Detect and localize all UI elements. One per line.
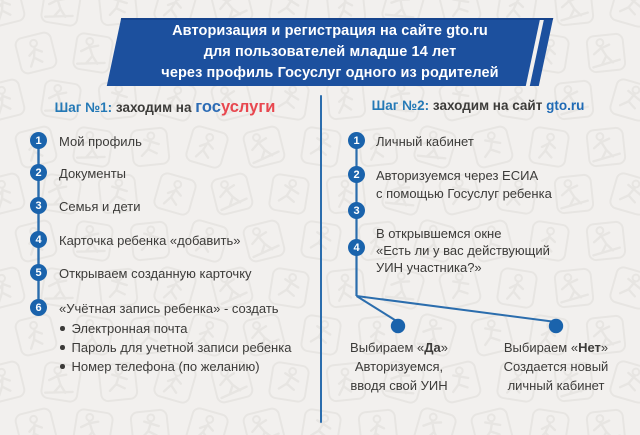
sport-pictogram-icon [150,169,199,218]
sport-pictogram-icon [526,124,572,170]
left-step-label-5: Открываем созданную карточку [59,266,252,281]
left-step-label-1: Мой профиль [59,134,142,149]
branch-no-title [481,338,631,357]
banner-line-3: через профиль Госуслуг одного из родителей [161,64,499,81]
right-step-circle-3: 3 [348,202,365,219]
branch-yes-label [324,338,474,395]
bullet-label: Пароль для учетной записи ребенка [71,340,292,355]
left-step-label-3: Семья и дети [59,199,141,214]
left-step-circle-3: 3 [30,197,47,214]
step1-label: Шаг №1: [54,100,113,115]
branch-no-line-1: Создается новый [503,359,609,374]
sport-pictogram-icon [38,0,84,29]
bullet-label: Электронная почта [71,321,188,336]
step2-middle: заходим на сайт [429,98,547,113]
sport-pictogram-icon [606,263,640,312]
sport-pictogram-icon [182,404,231,435]
list-item [60,319,291,338]
sport-pictogram-icon [552,172,596,216]
right-step-4-line-2: «Есть ли у вас действующий [376,243,550,258]
right-step-label-1: Личный кабинет [376,134,474,149]
right-step-4-line-3: УИН участника?» [376,260,482,275]
bullet-label: Номер телефона (по желанию) [71,359,260,374]
left-step-circle-1: 1 [30,132,47,149]
sport-pictogram-icon [240,123,288,171]
sport-pictogram-icon [12,311,60,359]
branch-no-line-2: личный кабинет [507,378,605,393]
sport-pictogram-icon [70,406,116,435]
sport-pictogram-icon [182,122,231,171]
right-step-circle-4: 4 [348,239,365,256]
column-divider-line [320,95,322,423]
right-step-label-4 [376,225,550,276]
gosuslugi-logo-red: услуги [220,98,276,116]
right-step-label-2 [376,167,552,202]
sport-pictogram-icon [240,217,288,265]
bullet-dot [60,345,65,350]
sport-pictogram-icon [128,407,172,435]
sport-pictogram-icon [606,169,640,218]
step1-header [15,98,315,117]
banner-line-1: Авторизация и регистрация на сайте gto.ru [172,22,488,39]
branch-yes-line-1: Авторизуемся, [354,359,444,374]
sport-pictogram-icon [240,405,288,435]
sport-pictogram-icon [70,30,116,76]
sport-pictogram-icon [12,29,60,77]
sport-pictogram-icon [468,405,516,435]
branch-no-label [481,338,631,395]
sport-pictogram-icon [584,31,628,75]
sport-pictogram-icon [0,0,28,30]
left-step-circle-6: 6 [30,299,47,316]
right-step-4-line-1: В открывшемся окне [376,226,502,241]
step1-middle: заходим на [112,100,196,115]
branch-no-prefix: Выбираем « [503,340,579,355]
branch-yes-line-2: вводя свой УИН [350,378,448,393]
sport-pictogram-icon [584,125,628,169]
left-step-label-2: Документы [59,166,127,181]
left-step-circle-4: 4 [30,231,47,248]
sport-pictogram-icon [584,219,628,263]
sport-pictogram-icon [324,266,368,310]
branch-yes-choice: Да [424,340,441,355]
bullet-dot [60,364,65,369]
right-step-2-line-1: Авторизуемся через ЕСИА [376,168,539,183]
list-item [60,357,291,376]
list-item [60,338,291,357]
left-step-circle-2: 2 [30,164,47,181]
banner-title [114,20,546,84]
right-step-2-line-2: с помощью Госуслуг ребенка [376,185,552,201]
right-step-circle-2: 2 [348,166,365,183]
step2-header [328,98,628,113]
sport-pictogram-icon [356,407,400,435]
sport-pictogram-icon [208,170,256,218]
right-step-circle-1: 1 [348,132,365,149]
sport-pictogram-icon [266,171,312,217]
sport-pictogram-icon [410,404,459,435]
sport-pictogram-icon [12,405,60,435]
left-step-circle-5: 5 [30,264,47,281]
sport-pictogram-icon [468,123,516,171]
step2-label: Шаг №2: [371,98,430,113]
sport-pictogram-icon [526,406,572,435]
sport-pictogram-icon [0,264,28,312]
left-step-label-6: «Учётная запись ребенка» - создать [59,301,279,316]
branch-yes-suffix: » [440,340,448,355]
gosuslugi-logo-blue: гос [195,98,221,116]
sport-pictogram-icon [552,0,596,28]
bullet-dot [60,326,65,331]
branch-yes-prefix: Выбираем « [350,340,425,355]
sport-pictogram-icon [584,407,628,435]
branch-no-suffix: » [600,340,609,355]
gto-ru-logo: gto.ru [546,98,585,113]
left-step-label-4: Карточка ребенка «добавить» [59,233,241,248]
branch-yes-title [324,338,474,357]
sport-pictogram-icon [0,170,28,218]
sport-pictogram-icon [552,266,596,310]
branch-no-choice: Нет [578,340,601,355]
banner-line-2: для пользователей младше 14 лет [203,43,457,60]
account-details-list [60,319,291,376]
sport-pictogram-icon [0,358,28,406]
sport-pictogram-icon [606,0,640,31]
